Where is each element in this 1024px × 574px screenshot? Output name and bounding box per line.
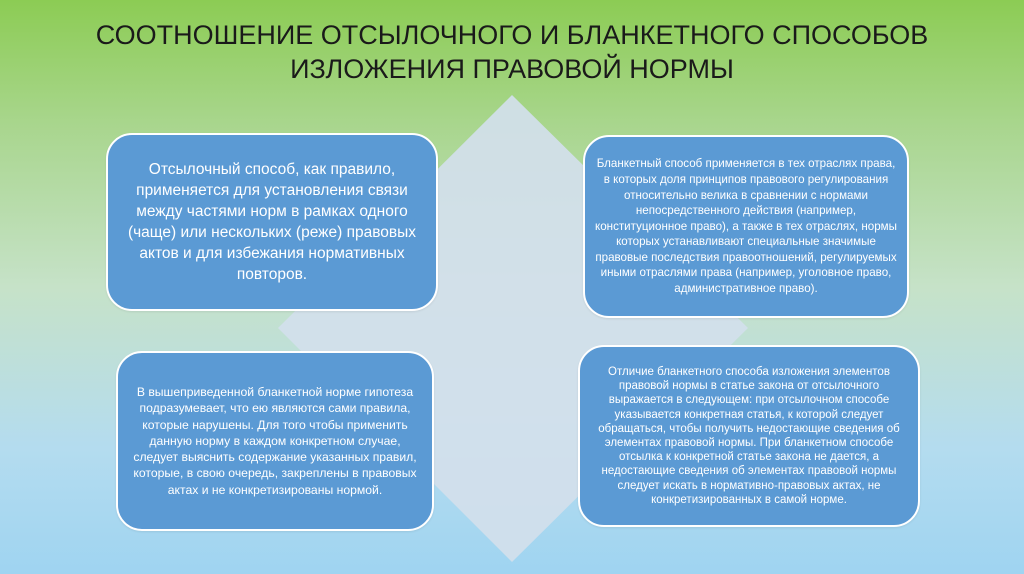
- slide-title-line-1: СООТНОШЕНИЕ ОТСЫЛОЧНОГО И БЛАНКЕТНОГО СПОСОБОВ: [95, 20, 929, 50]
- reference-method-box: [106, 133, 438, 311]
- blanket-method-box: [583, 135, 909, 318]
- slide-title-line-2: ИЗЛОЖЕНИЯ ПРАВОВОЙ НОРМЫ: [290, 54, 734, 84]
- blanket-method-text: Бланкетный способ применяется в тех отраслях права, в которых доля принципов правового регулирования относительно велика в сравнении с нормами непосредственного действия (например, конституционное право), а также в тех отраслях, нормы которых устанавливают специальные значимые правовые последствия правоотношений, регулируемых иными отраслями права (например, уголовное право, административное право).: [595, 157, 897, 296]
- methods-difference-text: Отличие бланкетного способа изложения элементов правовой нормы в статье закона от отсылочного выражается в следующем: при отсылочном способе указывается конкретная статья, к которой следует обращаться, чтобы получить недостающие сведения об элементах правовой нормы. При бланкетном способе отсылка к конкретной статье закона не дается, а недостающие сведения об элементах правовой нормы следует искать в нормативно-правовых актах, не конкретизированных в самой норме.: [598, 365, 900, 506]
- hypothesis-example-text: В вышеприведенной бланкетной норме гипотеза подразумевает, что ею являются сами правила, которые нарушены. Для того чтобы применить данную норму в каждом конкретном случае, следует выяснить содержание указанных правил, которые, в свою очередь, закреплены в правовых актах и не конкретизированы нормой.: [133, 384, 417, 497]
- methods-difference-box: [578, 345, 920, 527]
- reference-method-text: Отсылочный способ, как правило, применяется для установления связи между частями норм в рамках одного (чаще) или нескольких (реже) правовых актов и для избежания нормативных повторов.: [127, 161, 417, 283]
- slide-title: [0, 18, 1024, 86]
- hypothesis-example-box: [116, 351, 434, 531]
